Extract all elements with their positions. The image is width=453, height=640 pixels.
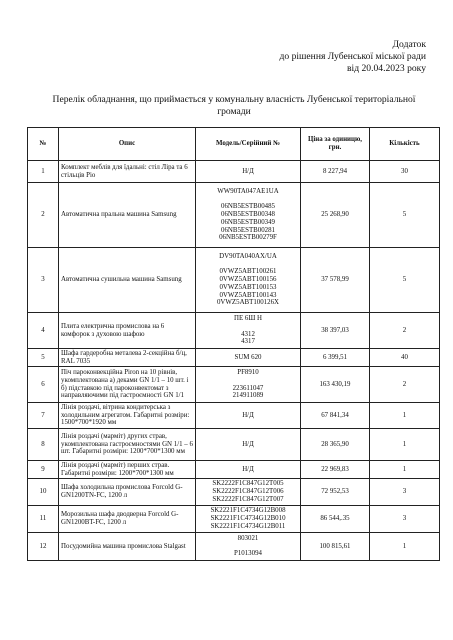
header-date: від 20.04.2023 року — [347, 63, 426, 75]
table-row — [28, 349, 440, 367]
row-number: 8 — [28, 429, 59, 461]
table-row — [28, 403, 440, 429]
row-model: PF8910 223611047 214911089 — [196, 367, 301, 403]
row-price: 163 430,19 — [301, 367, 370, 403]
document-header — [166, 39, 426, 76]
row-model: Н/Д — [196, 403, 301, 429]
row-model: SK2221F1C4734G12B008 SK2221F1C4734G12B010 SK2221F1C4734G12B011 — [196, 506, 301, 533]
row-number: 4 — [28, 313, 59, 349]
row-model: WW90TA047AE1UA 06NB5ESTB00485 06NB5ESTB00348 06NB5ESTB00349 06NB5ESTB00281 06NB5ESTB00279F — [196, 183, 301, 248]
row-description: Лінія роздачі (марміт) других страв, укомплектована гастроємностями GN 1/1 – 6 шт. Габаритні розміри: 1200*700*1300 мм — [59, 429, 196, 461]
row-quantity: 5 — [370, 183, 440, 248]
row-description: Шафа холодильна промислова Forcold G-GN1200TN-FC, 1200 л — [59, 479, 196, 506]
row-price: 28 365,90 — [301, 429, 370, 461]
row-description: Лінія роздачі (марміт) перших страв. Габаритні розміри: 1200*700*1300 мм — [59, 461, 196, 479]
row-price: 6 399,51 — [301, 349, 370, 367]
row-price: 25 268,90 — [301, 183, 370, 248]
equipment-table — [27, 127, 440, 561]
header-number: № — [28, 128, 59, 161]
row-model: Н/Д — [196, 161, 301, 183]
row-model: DV90TA040AX/UA 0VWZ5ABT100261 0VWZ5ABT100156 0VWZ5ABT100153 0VWZ5ABT100143 0VWZ5ABT100126X — [196, 248, 301, 313]
row-description: Комплект меблів для їдальні: стіл Ліра та 6 стільців Ріо — [59, 161, 196, 183]
table-row — [28, 248, 440, 313]
row-model: SK2222F1C847G12T005 SK2222F1C847G12T006 SK2222F1C847G12T007 — [196, 479, 301, 506]
table-row — [28, 161, 440, 183]
row-price: 86 544,.35 — [301, 506, 370, 533]
row-price: 67 841,34 — [301, 403, 370, 429]
table-row — [28, 461, 440, 479]
row-price: 38 397,03 — [301, 313, 370, 349]
row-description: Автоматична пральна машина Samsung — [59, 183, 196, 248]
row-quantity: 3 — [370, 479, 440, 506]
row-number: 9 — [28, 461, 59, 479]
row-description: Лінія роздачі, вітрина кондитерська з холодильним агрегатом. Габаритні розміри: 1500*700*1920 мм — [59, 403, 196, 429]
table-row — [28, 533, 440, 561]
table-row — [28, 367, 440, 403]
row-quantity: 2 — [370, 367, 440, 403]
header-decision: до рішення Лубенської міської ради — [279, 51, 426, 63]
row-model: Н/Д — [196, 461, 301, 479]
row-number: 11 — [28, 506, 59, 533]
row-price: 8 227,94 — [301, 161, 370, 183]
header-description: Опис — [59, 128, 196, 161]
row-number: 5 — [28, 349, 59, 367]
row-description: Шафа гардеробна металева 2-секційна б/ц, RAL 7035 — [59, 349, 196, 367]
row-number: 10 — [28, 479, 59, 506]
row-quantity: 1 — [370, 403, 440, 429]
table-row — [28, 429, 440, 461]
row-quantity: 2 — [370, 313, 440, 349]
row-number: 2 — [28, 183, 59, 248]
row-model: SUM 620 — [196, 349, 301, 367]
table-row — [28, 313, 440, 349]
header-quantity: Кількість — [370, 128, 440, 161]
header-appendix: Додаток — [392, 39, 426, 50]
row-description: Піч пароконвекційна Piron на 10 рівнів, укомплектована а) деками GN 1/1 – 10 шт. і б) підставкою під пароконвектомат з направляючими під гастроємності GN 1/1 — [59, 367, 196, 403]
row-description: Автоматична сушильна машина Samsung — [59, 248, 196, 313]
row-description: Плита електрична промислова на 6 комфорок з духовою шафою — [59, 313, 196, 349]
row-number: 6 — [28, 367, 59, 403]
header-model: Модель/Серійний № — [196, 128, 301, 161]
row-model: ПЕ 6Ш Н 4312 4317 — [196, 313, 301, 349]
row-number: 7 — [28, 403, 59, 429]
table-header-row — [28, 128, 440, 161]
document-title: Перелік обладнання, що приймається у комунальну власність Лубенської територіальної громади — [52, 94, 416, 117]
row-price: 100 815,61 — [301, 533, 370, 561]
row-number: 1 — [28, 161, 59, 183]
row-model: 803021 P1013094 — [196, 533, 301, 561]
row-quantity: 1 — [370, 429, 440, 461]
row-quantity: 3 — [370, 506, 440, 533]
row-quantity: 1 — [370, 461, 440, 479]
table-row — [28, 479, 440, 506]
header-price: Ціна за одиницю, грн. — [301, 128, 370, 161]
row-price: 72 952,53 — [301, 479, 370, 506]
row-description: Посудомийна машина промислова Stalgast — [59, 533, 196, 561]
row-quantity: 40 — [370, 349, 440, 367]
row-quantity: 30 — [370, 161, 440, 183]
row-number: 12 — [28, 533, 59, 561]
row-model: Н/Д — [196, 429, 301, 461]
row-quantity: 5 — [370, 248, 440, 313]
row-quantity: 1 — [370, 533, 440, 561]
table-row — [28, 506, 440, 533]
row-description: Морозильна шафа дводверна Forcold G-GN1200BT-FC, 1200 л — [59, 506, 196, 533]
table-row — [28, 183, 440, 248]
row-price: 37 578,99 — [301, 248, 370, 313]
row-price: 22 969,83 — [301, 461, 370, 479]
row-number: 3 — [28, 248, 59, 313]
